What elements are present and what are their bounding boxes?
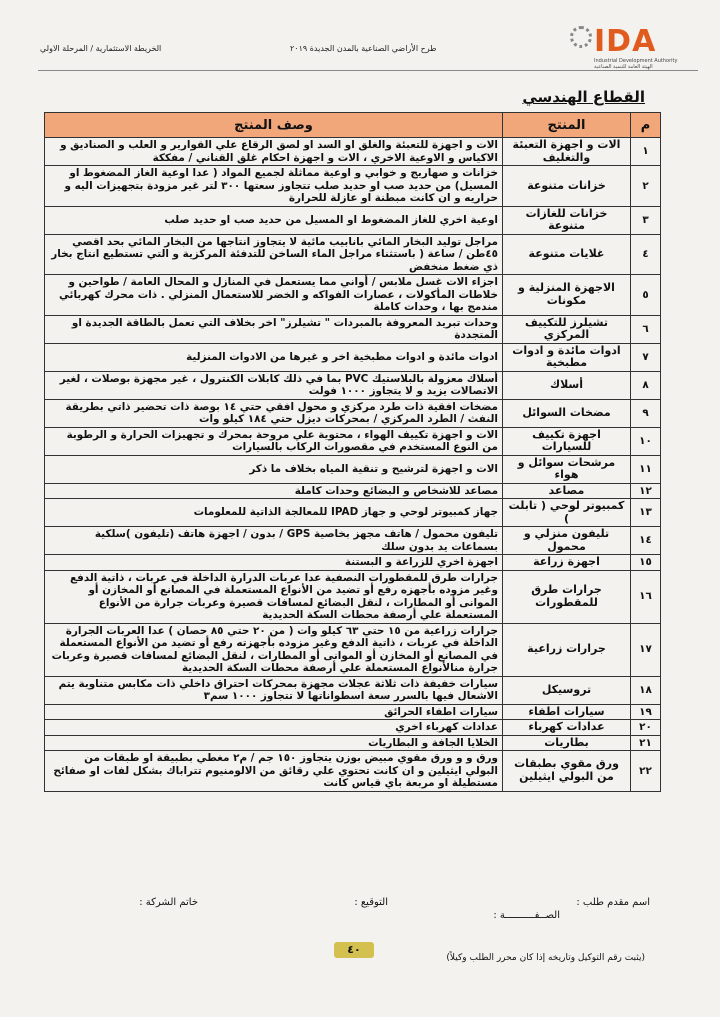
row-description: ورق و و ورق مقوي مبيض بوزن يتجاوز ١٥٠ جم / م٢ مغطي بطبيقة او طبقات من البولي ايثيلين و ان كانت تحتوي علي رقائق من الالومنيوم تتراباك بشكل لفات او صفائح مستطيلة او مربعة باي قياس كانت: [45, 751, 503, 792]
table-row: [45, 399, 661, 427]
header-middle-text: طرح الأراضي الصناعية بالمدن الجديدة ٢٠١٩: [290, 44, 437, 53]
table-row: [45, 427, 661, 455]
table-row: [45, 343, 661, 371]
table-row: [45, 720, 661, 736]
row-number: ٥: [631, 275, 661, 316]
row-number: ١٧: [631, 623, 661, 676]
applicant-label: اسم مقدم طلب :: [576, 897, 650, 908]
row-description: عدادات كهرباء اخري: [45, 720, 503, 736]
row-product: جرارات طرق للمقطورات: [503, 570, 631, 623]
header-divider: [38, 70, 698, 71]
row-description: أسلاك معزولة بالبلاستيك PVC بما في ذلك كابلات الكنترول ، غير مجهزة بوصلات ، لغير الاتصالات يزيد و لا يتجاوز ١٠٠٠ فولت: [45, 371, 503, 399]
row-description: الات و اجهزة تكييف الهواء ، محتوية علي مروحة بمحرك و تجهيزات الحرارة و الرطوبة من النوع المستخدم في مقصورات الركاب بالسيارات: [45, 427, 503, 455]
page-number: ٤٠: [334, 942, 374, 958]
row-product: جرارات زراعية: [503, 623, 631, 676]
table-header-row: [45, 113, 661, 138]
row-description: مضخات افقية ذات طرد مركزي و محول افقي حتي ١٤ بوصة ذات تحضير ذاتي بطريقة النفث / الطرد المركزي / بمحركات ديزل حتي ١٨٤ كيلو وات: [45, 399, 503, 427]
ida-logo: [566, 24, 696, 68]
row-description: جرارات زراعية من ١٥ حتي ٦٣ كيلو وات ( من ٢٠ حتي ٨٥ حصان ) عدا العربات الجرارة الداخلة في عربات ، ذاتية الدفع وغير مزوده بأجهزته رفع أو تضيد من الأنواع المستعملة في المصانع أو المخازن أو الموانى أو المطارات ، لنقل البضائع لمسافات قصيرة وعربات جرارة منالأنواع المستعملة علي أرصفة محطات السكة الحديدية: [45, 623, 503, 676]
row-number: ١٥: [631, 555, 661, 571]
row-product: تشيلرز للتكييف المركزي: [503, 315, 631, 343]
products-table: [44, 112, 661, 792]
table-row: [45, 499, 661, 527]
row-product: الات و اجهزة التعبئة والتغليف: [503, 138, 631, 166]
row-description: وحدات تبريد المعروفة بالمبردات " تشيلرز" اخر بخلاف التي تعمل بالطاقة الجديدة او المتجددة: [45, 315, 503, 343]
row-product: اجهزة زراعة: [503, 555, 631, 571]
row-description: مصاعد للاشخاص و البضائع وحدات كاملة: [45, 483, 503, 499]
table-row: [45, 570, 661, 623]
row-product: الاجهزة المنزلية و مكونات: [503, 275, 631, 316]
table-row: [45, 206, 661, 234]
logo-subtitle-en: Industrial Development Authority: [594, 58, 678, 64]
row-product: عدادات كهرباء: [503, 720, 631, 736]
row-description: اجزاء الات غسل ملابس / أواني مما يستعمل في المنازل و المحال العامة / طواحين و خلاطات المأكولات ، عصارات الفواكه و الخضر للاستعمال المنزلي . ذات محرك كهربائي مندمج بها ، وحدات كاملة: [45, 275, 503, 316]
header-left-text: الخريطة الاستثمارية / المرحلة الاولي: [40, 44, 162, 53]
row-number: ١: [631, 138, 661, 166]
table-row: [45, 166, 661, 207]
header-description: وصف المنتج: [45, 113, 503, 138]
row-number: ١٦: [631, 570, 661, 623]
row-product: اجهزة تكييف للسيارات: [503, 427, 631, 455]
table-row: [45, 751, 661, 792]
table-row: [45, 138, 661, 166]
row-description: الات و اجهزة لترشيح و تنقية المياه بخلاف ما ذكر: [45, 455, 503, 483]
row-number: ٨: [631, 371, 661, 399]
row-description: تليفون محمول / هاتف مجهز بخاصية GPS / بدون / اجهزة هاتف (تليفون )سلكية بسماعات يد بدون سلك: [45, 527, 503, 555]
row-description: الات و اجهزة للتعبئة والغلق او السد او لصق الرقاع علي القوارير و العلب و الصناديق و الاكياس و الاوعية الاخري ، الات و اجهزة احكام غلق القناني / مفككة: [45, 138, 503, 166]
table-row: [45, 455, 661, 483]
row-number: ١٨: [631, 676, 661, 704]
row-number: ١٤: [631, 527, 661, 555]
row-number: ٢١: [631, 735, 661, 751]
page-header: [40, 36, 540, 56]
table-row: [45, 315, 661, 343]
row-product: ادوات مائدة و ادوات مطبخية: [503, 343, 631, 371]
row-product: مصاعد: [503, 483, 631, 499]
row-description: جهاز كمبيوتر لوحي و جهاز IPAD للمعالجة الذاتية للمعلومات: [45, 499, 503, 527]
row-description: خزانات و صهاريج و خوابي و اوعية مماثلة لجميع المواد ( عدا اوعية الغاز المضغوط او المسيل) من حديد صب او حديد صلب تتجاوز سعتها ٣٠٠ لتر غير مزودة بتجهيزات اليه و حراريه و ان كانت مبطنة او عازلة للحرارة: [45, 166, 503, 207]
logo-text: IDA: [594, 24, 657, 59]
row-number: ٢: [631, 166, 661, 207]
table-row: [45, 623, 661, 676]
row-description: جرارات طرق للمقطورات النصفية عدا عربات الدرارة الداخلة في عربات ، ذاتية الدفع وغير مزوده بأجهزه رفع أو تضيد من الأنواع المستعملة في المصانع أو المخازن أو الموانى أو المطارات ، لنقل البضائع لمسافات قصيرة وعربات جرارة من الأنواع المستعملة علي أرصفة محطات السكة الحديدية: [45, 570, 503, 623]
row-number: ٢٢: [631, 751, 661, 792]
row-product: كمبيوتر لوحي ( تابلت ): [503, 499, 631, 527]
row-description: سيارات اطفاء الحرائق: [45, 704, 503, 720]
table-row: [45, 371, 661, 399]
row-product: مضخات السوائل: [503, 399, 631, 427]
row-product: خزانات متنوعة: [503, 166, 631, 207]
table-row: [45, 555, 661, 571]
table-row: [45, 275, 661, 316]
row-number: ٤: [631, 234, 661, 275]
row-product: أسلاك: [503, 371, 631, 399]
row-description: مراجل توليد البخار المائي بانابيب مائية لا يتجاوز انتاجها من البخار المائي بحد اقصي ٤٥طن / ساعة ( باستثناء مراجل الماء الساخن للتدفئة المركزية و التي تستطيع انتاج بخار ذي ضغط منخفض: [45, 234, 503, 275]
row-number: ١٣: [631, 499, 661, 527]
table-row: [45, 527, 661, 555]
logo-subtitle-ar: الهيئة العامة للتنمية الصناعية: [594, 64, 653, 70]
row-number: ١١: [631, 455, 661, 483]
row-description: ادوات مائدة و ادوات مطبخية اخر و غيرها من الادوات المنزلية: [45, 343, 503, 371]
footer-note: (يثبت رقم التوكيل وتاريخه إذا كان محرر الطلب وكيلاً): [446, 953, 645, 963]
table-row: [45, 483, 661, 499]
row-product: بطاريات: [503, 735, 631, 751]
row-description: اوعية اخري للغاز المضغوط او المسيل من حديد صب او حديد صلب: [45, 206, 503, 234]
row-description: سيارات خفيفة ذات ثلاثة عجلات مجهزة بمحركات احتراق داخلي ذات مكابس متناوبة يتم الاشعال فيها بالسرر سعة اسطواناتها لا تتجاوز ١٠٠٠ سم٣: [45, 676, 503, 704]
role-label: الصــفــــــــــة :: [493, 910, 560, 921]
section-title: القطاع الهندسي: [522, 88, 645, 106]
row-product: مرشحات سوائل و هواء: [503, 455, 631, 483]
row-number: ١٢: [631, 483, 661, 499]
row-number: ١٠: [631, 427, 661, 455]
row-description: اجهزة اخري للزراعة و البستنة: [45, 555, 503, 571]
row-number: ٣: [631, 206, 661, 234]
signature-label: التوقيع :: [354, 897, 388, 908]
header-num: م: [631, 113, 661, 138]
row-product: تروسيكل: [503, 676, 631, 704]
gear-icon: [570, 26, 592, 48]
table-row: [45, 735, 661, 751]
row-number: ١٩: [631, 704, 661, 720]
row-product: تليفون منزلي و محمول: [503, 527, 631, 555]
table-row: [45, 234, 661, 275]
table-row: [45, 704, 661, 720]
row-number: ٧: [631, 343, 661, 371]
table-row: [45, 676, 661, 704]
row-product: غلايات متنوعة: [503, 234, 631, 275]
row-description: الخلايا الجافة و البطاريات: [45, 735, 503, 751]
company-seal-label: خاتم الشركة :: [139, 897, 198, 908]
row-product: ورق مقوي بطبقات من البولي ايثيلين: [503, 751, 631, 792]
row-number: ٢٠: [631, 720, 661, 736]
row-number: ٩: [631, 399, 661, 427]
row-product: سيارات اطفاء: [503, 704, 631, 720]
row-product: خزانات للغازات متنوعة: [503, 206, 631, 234]
row-number: ٦: [631, 315, 661, 343]
header-product: المنتج: [503, 113, 631, 138]
